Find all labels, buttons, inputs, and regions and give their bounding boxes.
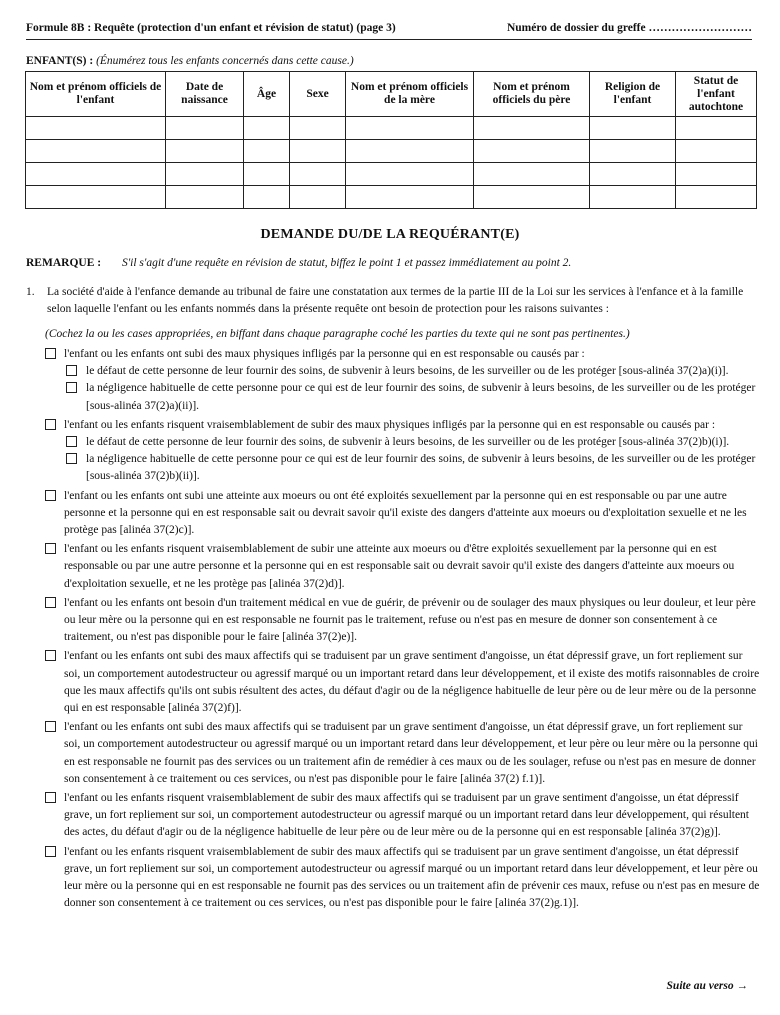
children-table-cell[interactable]	[474, 140, 590, 163]
children-label: ENFANT(S) :	[26, 55, 94, 67]
remark-text: S'il s'agit d'une requête en révision de statut, biffez le point 1 et passez immédiatement au point 2.	[121, 257, 572, 269]
children-table-cell[interactable]	[290, 140, 346, 163]
children-column-header: Statut de l'enfant autochtone	[676, 72, 757, 117]
children-column-header: Âge	[244, 72, 290, 117]
protection-ground-subitem	[44, 380, 760, 414]
remark	[26, 257, 571, 269]
protection-ground-item	[44, 648, 760, 717]
protection-ground-item-text: l'enfant ou les enfants ont subi une atteinte aux moeurs ou ont été exploités sexuellement par la personne qui en est responsable ou par une autre personne et la personne qui en est responsable sait ou devrait savoir qu'il existe des dangers d'atteinte aux moeurs ou d'exploitation sexuelle et ne les protège pas [alinéa 37(2)c)].	[64, 489, 747, 537]
protection-ground-item	[44, 541, 760, 593]
protection-ground-item	[44, 595, 760, 647]
children-table-cell[interactable]	[244, 186, 290, 209]
protection-ground-item	[44, 719, 760, 788]
children-table-cell[interactable]	[26, 140, 166, 163]
children-table-cell[interactable]	[26, 163, 166, 186]
children-table-cell[interactable]	[166, 186, 244, 209]
protection-ground-subitem-text: la négligence habituelle de cette personne pour ce qui est de leur fournir des soins, de subvenir à leurs besoins, de les surveiller ou de les protéger [sous-alinéa 37(2)b)(ii)].	[86, 453, 756, 483]
children-table-header	[26, 72, 757, 117]
form-title: Formule 8B : Requête (protection d'un enfant et révision de statut) (page 3)	[26, 22, 396, 34]
children-column-header: Religion de l'enfant	[590, 72, 676, 117]
checkbox[interactable]	[45, 419, 56, 430]
children-table-row	[26, 140, 757, 163]
children-column-header: Nom et prénom officiels de la mère	[346, 72, 474, 117]
protection-ground-item	[44, 790, 760, 842]
children-table-row	[26, 117, 757, 140]
protection-ground-subitem-text: le défaut de cette personne de leur fournir des soins, de subvenir à leurs besoins, de les surveiller ou de les protéger [sous-alinéa 37(2)a)(i)].	[86, 365, 729, 378]
checkbox[interactable]	[45, 792, 56, 803]
children-table-cell[interactable]	[346, 186, 474, 209]
children-table-cell[interactable]	[346, 117, 474, 140]
protection-ground-item-text: l'enfant ou les enfants ont subi des maux affectifs qui se traduisent par un grave sentiment d'angoisse, un état dépressif grave, un fort repliement sur soi, un comportement autodestructeur ou agressif marqué ou un important retard dans leur développement, et leur père ou leur mère ou la personne qui en est responsable ne fournit pas des services ou un traitement afin de remédier à ces maux ou de les soulager, refuse ou n'est pas en mesure de donner son consentement à ce traitement ou ces services, ou n'est pas disponible pour le faire [alinéa 37(2) f.1)].	[64, 721, 758, 785]
protection-ground-item	[44, 346, 760, 363]
children-table-cell[interactable]	[590, 117, 676, 140]
checkbox[interactable]	[45, 597, 56, 608]
children-table-cell[interactable]	[474, 186, 590, 209]
children-table-cell[interactable]	[166, 140, 244, 163]
children-table-cell[interactable]	[290, 163, 346, 186]
children-table-cell[interactable]	[676, 163, 757, 186]
checkbox[interactable]	[66, 453, 77, 464]
point-1	[26, 284, 756, 318]
protection-ground-item-text: l'enfant ou les enfants risquent vraisemblablement de subir une atteinte aux moeurs ou d'être exploités sexuellement par la personne qui en est responsable ou par une autre personne et la personne qui en est responsable sait ou devrait savoir qu'il existe des dangers d'atteinte aux moeurs ou d'exploitation sexuelle, et ne les protège pas [alinéa 37(2)d)].	[64, 543, 735, 590]
children-table-cell[interactable]	[290, 117, 346, 140]
children-table-row	[26, 163, 757, 186]
protection-ground-subitem	[44, 363, 760, 380]
children-table-cell[interactable]	[676, 186, 757, 209]
protection-ground-item	[44, 488, 760, 540]
checkbox-instruction: (Cochez la ou les cases appropriées, en biffant dans chaque paragraphe coché les parties du texte qui ne sont pas pertinentes.)	[45, 328, 630, 340]
protection-ground-subitem-text: le défaut de cette personne de leur fournir des soins, de subvenir à leurs besoins, de les surveiller ou de les protéger [sous-alinéa 37(2)b)(i)].	[86, 436, 730, 449]
children-table-cell[interactable]	[346, 140, 474, 163]
checkbox[interactable]	[45, 721, 56, 732]
point-1-text: La société d'aide à l'enfance demande au tribunal de faire une constatation aux termes de la partie III de la Loi sur les services à l'enfance et à la famille selon laquelle l'enfant ou les enfants nommés dans la présente requête ont besoin de protection pour les raisons suivantes :	[47, 286, 744, 315]
children-table-cell[interactable]	[244, 140, 290, 163]
section-title: DEMANDE DU/DE LA REQUÉRANT(E)	[260, 227, 520, 242]
children-table	[25, 71, 757, 209]
protection-ground-item-text: l'enfant ou les enfants risquent vraisemblablement de subir des maux physiques infligés par la personne qui en est responsable ou causés par :	[64, 418, 716, 431]
checkbox[interactable]	[45, 650, 56, 661]
protection-ground-item-text: l'enfant ou les enfants ont besoin d'un traitement médical en vue de guérir, de prévenir ou de soulager des maux physiques ou leur douleur, et leur père ou leur mère ou la personne qui en est responsable ne fournit pas le traitement, refuse ou n'est pas en mesure de donner son consentement à ce traitement, ou n'est pas disponible pour le faire [alinéa 37(2)e)].	[64, 596, 756, 644]
protection-grounds-list	[44, 346, 760, 913]
checkbox[interactable]	[45, 846, 56, 857]
children-column-header: Nom et prénom officiels de l'enfant	[26, 72, 166, 117]
children-table-cell[interactable]	[166, 163, 244, 186]
continued-on-back: Suite au verso →	[666, 980, 748, 992]
children-table-cell[interactable]	[676, 140, 757, 163]
children-table-cell[interactable]	[166, 117, 244, 140]
point-number: 1.	[26, 286, 35, 298]
children-table-cell[interactable]	[290, 186, 346, 209]
children-table-cell[interactable]	[244, 117, 290, 140]
protection-ground-item-text: l'enfant ou les enfants risquent vraisemblablement de subir des maux affectifs qui se traduisent par un grave sentiment d'angoisse, un état dépressif grave, un fort repliement sur soi, un comportement autodestructeur ou agressif marqué ou un important retard dans leur développement, et leur père ou leur mère ou la personne qui en est responsable ne fournit pas des services ou un traitement afin de prévenir ces maux, refuse ou n'est pas en mesure de donner son consentement à ce traitement ou ces services, ou n'est pas disponible pour le faire [alinéa 37(2)g.1)].	[64, 845, 760, 910]
children-hint: (Énumérez tous les enfants concernés dans cette cause.)	[96, 55, 354, 67]
children-table-cell[interactable]	[346, 163, 474, 186]
checkbox[interactable]	[45, 543, 56, 554]
children-column-header: Sexe	[290, 72, 346, 117]
protection-ground-subitem	[44, 451, 760, 485]
children-table-cell[interactable]	[590, 140, 676, 163]
checkbox[interactable]	[66, 365, 77, 376]
children-table-cell[interactable]	[244, 163, 290, 186]
children-table-cell[interactable]	[474, 117, 590, 140]
children-table-cell[interactable]	[474, 163, 590, 186]
court-file-number: Numéro de dossier du greffe ………………………	[506, 22, 752, 34]
checkbox[interactable]	[66, 436, 77, 447]
protection-ground-subitem-text: la négligence habituelle de cette personne pour ce qui est de leur fournir des soins, de subvenir à leurs besoins, de les surveiller ou de les protéger [sous-alinéa 37(2)a)(ii)].	[86, 382, 756, 412]
children-column-header: Date de naissance	[166, 72, 244, 117]
children-table-cell[interactable]	[590, 163, 676, 186]
children-table-cell[interactable]	[26, 117, 166, 140]
remark-label: REMARQUE :	[26, 257, 102, 269]
checkbox[interactable]	[66, 382, 77, 393]
checkbox[interactable]	[45, 490, 56, 501]
protection-ground-item-text: l'enfant ou les enfants ont subi des maux affectifs qui se traduisent par un grave sentiment d'angoisse, un état dépressif grave, un fort repliement sur soi, un comportement autodestructeur ou agressif marqué ou un important retard dans leur développement, et il existe des motifs raisonnables de croire que les maux affectifs qu'ils ont subis résultent des actes, du défaut d'agir ou de la négligence habituelle de leur père ou de leur mère ou de la personne qui en est responsable [alinéa 37(2)f)].	[64, 650, 760, 715]
children-heading	[26, 55, 354, 67]
children-table-cell[interactable]	[590, 186, 676, 209]
protection-ground-item	[44, 844, 760, 913]
checkbox[interactable]	[45, 348, 56, 359]
protection-ground-subitem	[44, 434, 760, 451]
children-table-body	[26, 117, 757, 209]
children-table-row	[26, 186, 757, 209]
children-table-cell[interactable]	[26, 186, 166, 209]
children-table-cell[interactable]	[676, 117, 757, 140]
protection-ground-item-text: l'enfant ou les enfants ont subi des maux physiques infligés par la personne qui en est responsable ou causés par :	[64, 348, 585, 360]
children-column-header: Nom et prénom officiels du père	[474, 72, 590, 117]
protection-ground-item-text: l'enfant ou les enfants risquent vraisemblablement de subir des maux affectifs qui se traduisent par un grave sentiment d'angoisse, un état dépressif grave, un fort repliement sur soi, un comportement autodestructeur ou agressif marqué ou un important retard dans leur développement, qui résultent des actes, du défaut d'agir ou de la négligence habituelle de leur père ou de leur mère ou de la personne qui en est responsable [alinéa 37(2)g)].	[64, 792, 750, 839]
protection-ground-item	[44, 417, 760, 434]
page-header	[26, 22, 752, 40]
